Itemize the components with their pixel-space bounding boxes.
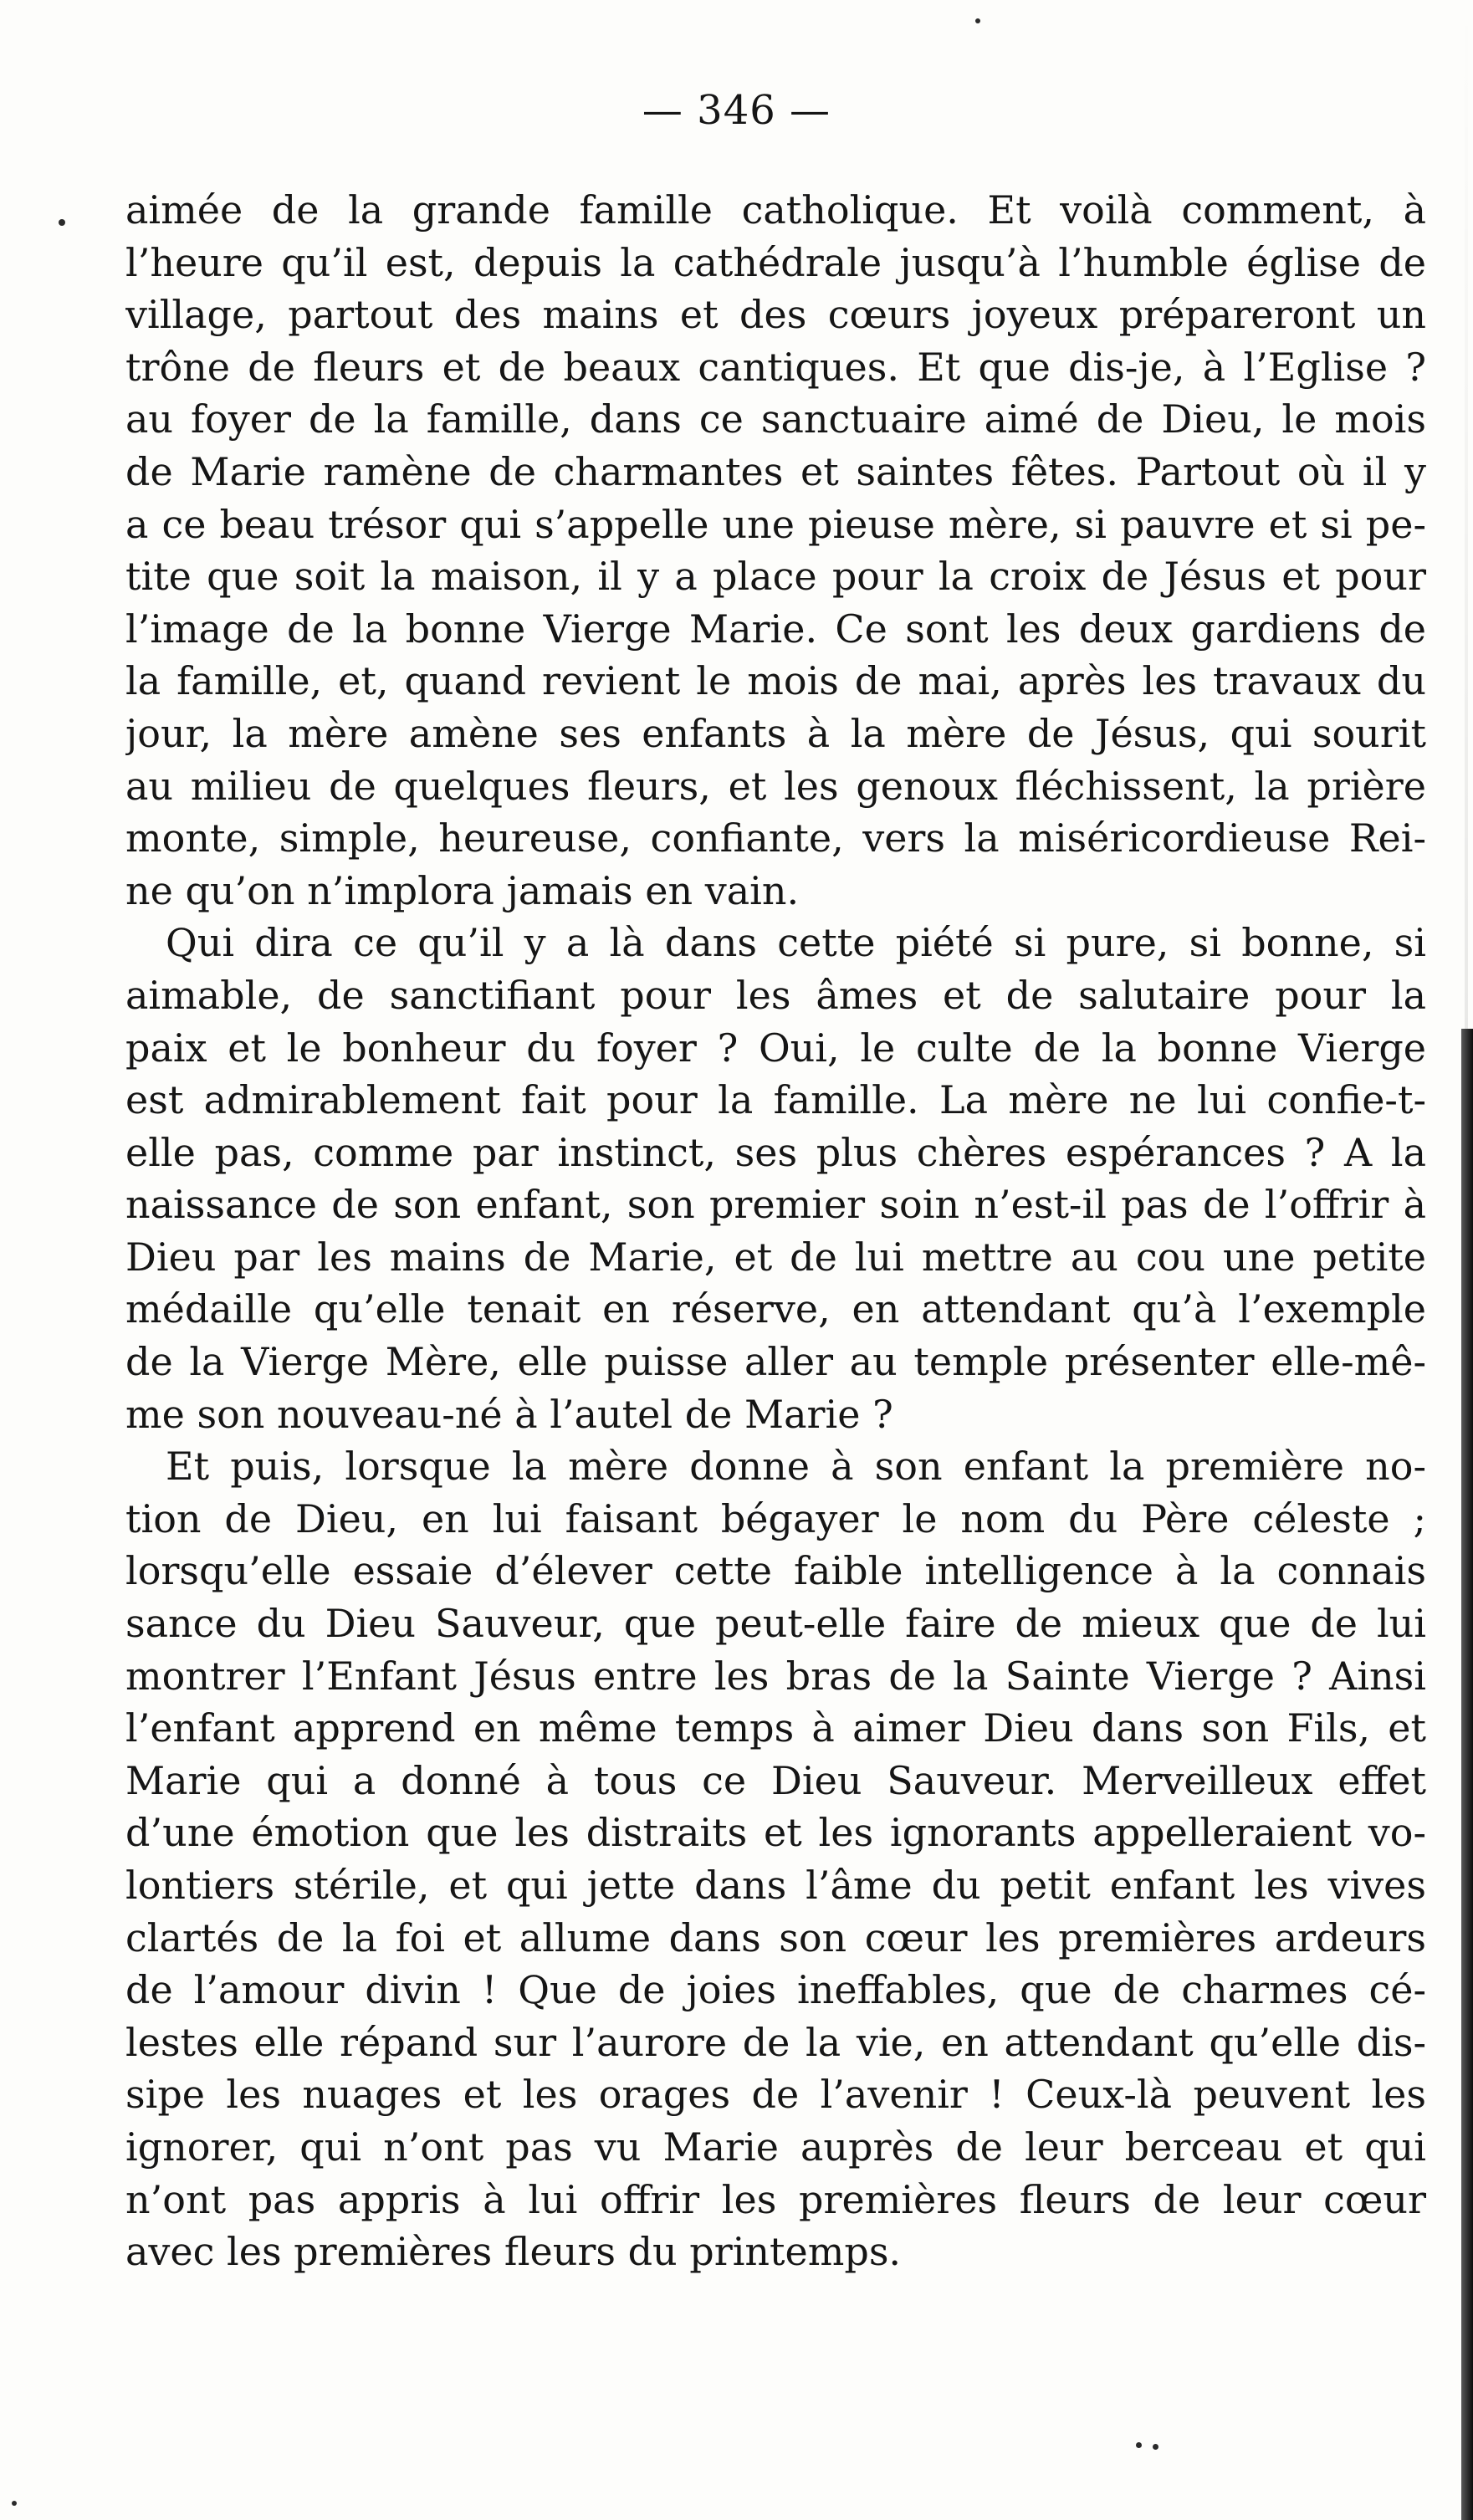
text-line: la famille, et, quand revient le mois de mai, après les travaux du: [125, 658, 1426, 704]
text-line: clartés de la foi et allume dans son cœur les premières ardeurs: [125, 1914, 1426, 1960]
text-line: ne qu’on n’implora jamais en vain.: [125, 867, 800, 913]
text-line: ignorer, qui n’ont pas vu Marie auprès de leur berceau et qui: [125, 2124, 1426, 2170]
body-text: [125, 184, 1426, 2278]
text-line: de Marie ramène de charmantes et saintes fêtes. Partout où il y: [125, 448, 1426, 494]
text-line: médaille qu’elle tenait en réserve, en attendant qu’à l’exemple: [125, 1286, 1426, 1332]
text-line: lontiers stérile, et qui jette dans l’âme du petit enfant les vives: [125, 1863, 1426, 1908]
text-line: Dieu par les mains de Marie, et de lui mettre au cou une petite: [125, 1234, 1426, 1280]
text-line: l’heure qu’il est, depuis la cathédrale jusqu’à l’humble église de: [125, 239, 1426, 285]
text-line: est admirablement fait pour la famille. La mère ne lui confie-t-: [125, 1077, 1426, 1123]
text-line: au foyer de la famille, dans ce sanctuaire aimé de Dieu, le mois: [125, 396, 1426, 442]
text-line: tion de Dieu, en lui faisant bégayer le nom du Père céleste ;: [125, 1495, 1426, 1541]
text-line: de la Vierge Mère, elle puisse aller au temple présenter elle-mê-: [125, 1339, 1426, 1385]
text-line: sance du Dieu Sauveur, que peut-elle faire de mieux que de lui: [125, 1601, 1426, 1647]
text-line: tite que soit la maison, il y a place pour la croix de Jésus et pour: [125, 554, 1426, 600]
text-line: aimable, de sanctifiant pour les âmes et de salutaire pour la: [125, 972, 1426, 1018]
text-line: d’une émotion que les distraits et les ignorants appelleraient vo-: [125, 1810, 1426, 1856]
text-line: n’ont pas appris à lui offrir les premières fleurs de leur cœur: [125, 2176, 1426, 2222]
text-line: lestes elle répand sur l’aurore de la vie, en attendant qu’elle dis-: [125, 2019, 1426, 2065]
text-line: trône de fleurs et de beaux cantiques. Et que dis-je, à l’Eglise ?: [125, 344, 1426, 390]
print-speck: [1153, 2444, 1158, 2450]
text-line: jour, la mère amène ses enfants à la mère de Jésus, qui sourit: [125, 710, 1426, 756]
page-number: — 346 —: [642, 87, 831, 134]
text-line: naissance de son enfant, son premier soin n’est-il pas de l’offrir à: [125, 1182, 1426, 1228]
text-line: Marie qui a donné à tous ce Dieu Sauveur. Merveilleux effet: [125, 1757, 1426, 1803]
binding-edge: [1461, 1029, 1473, 2520]
print-speck: [1136, 2442, 1142, 2448]
text-line: l’enfant apprend en même temps à aimer Dieu dans son Fils, et: [125, 1705, 1426, 1751]
text-line: elle pas, comme par instinct, ses plus chères espérances ? A la: [125, 1129, 1426, 1175]
text-line: montrer l’Enfant Jésus entre les bras de la Sainte Vierge ? Ainsi: [125, 1653, 1426, 1699]
text-line: Et puis, lorsque la mère donne à son enfant la première no-: [166, 1444, 1426, 1490]
text-line: avec les premières fleurs du printemps.: [125, 2229, 902, 2275]
text-line: sipe les nuages et les orages de l’avenir ! Ceux-là peuvent les: [125, 2072, 1426, 2118]
text-line: Qui dira ce qu’il y a là dans cette piété si pure, si bonne, si: [166, 920, 1426, 966]
text-line: village, partout des mains et des cœurs joyeux prépareront un: [125, 292, 1426, 338]
text-line: lorsqu’elle essaie d’élever cette faible intelligence à la connais: [125, 1548, 1426, 1594]
text-line: aimée de la grande famille catholique. Et voilà comment, à: [125, 187, 1426, 233]
text-line: a ce beau trésor qui s’appelle une pieuse mère, si pauvre et si pe-: [125, 501, 1426, 547]
text-line: monte, simple, heureuse, confiante, vers la miséricordieuse Rei-: [125, 815, 1426, 861]
text-line: au milieu de quelques fleurs, et les genoux fléchissent, la prière: [125, 763, 1426, 809]
print-speck: [12, 2501, 17, 2506]
text-line: l’image de la bonne Vierge Marie. Ce sont les deux gardiens de: [125, 606, 1426, 652]
text-line: de l’amour divin ! Que de joies ineffables, que de charmes cé-: [125, 1967, 1426, 2013]
print-speck: [59, 219, 65, 226]
text-line: paix et le bonheur du foyer ? Oui, le culte de la bonne Vierge: [125, 1025, 1426, 1071]
print-speck: [975, 18, 980, 23]
text-line: me son nouveau-né à l’autel de Marie ?: [125, 1391, 893, 1437]
